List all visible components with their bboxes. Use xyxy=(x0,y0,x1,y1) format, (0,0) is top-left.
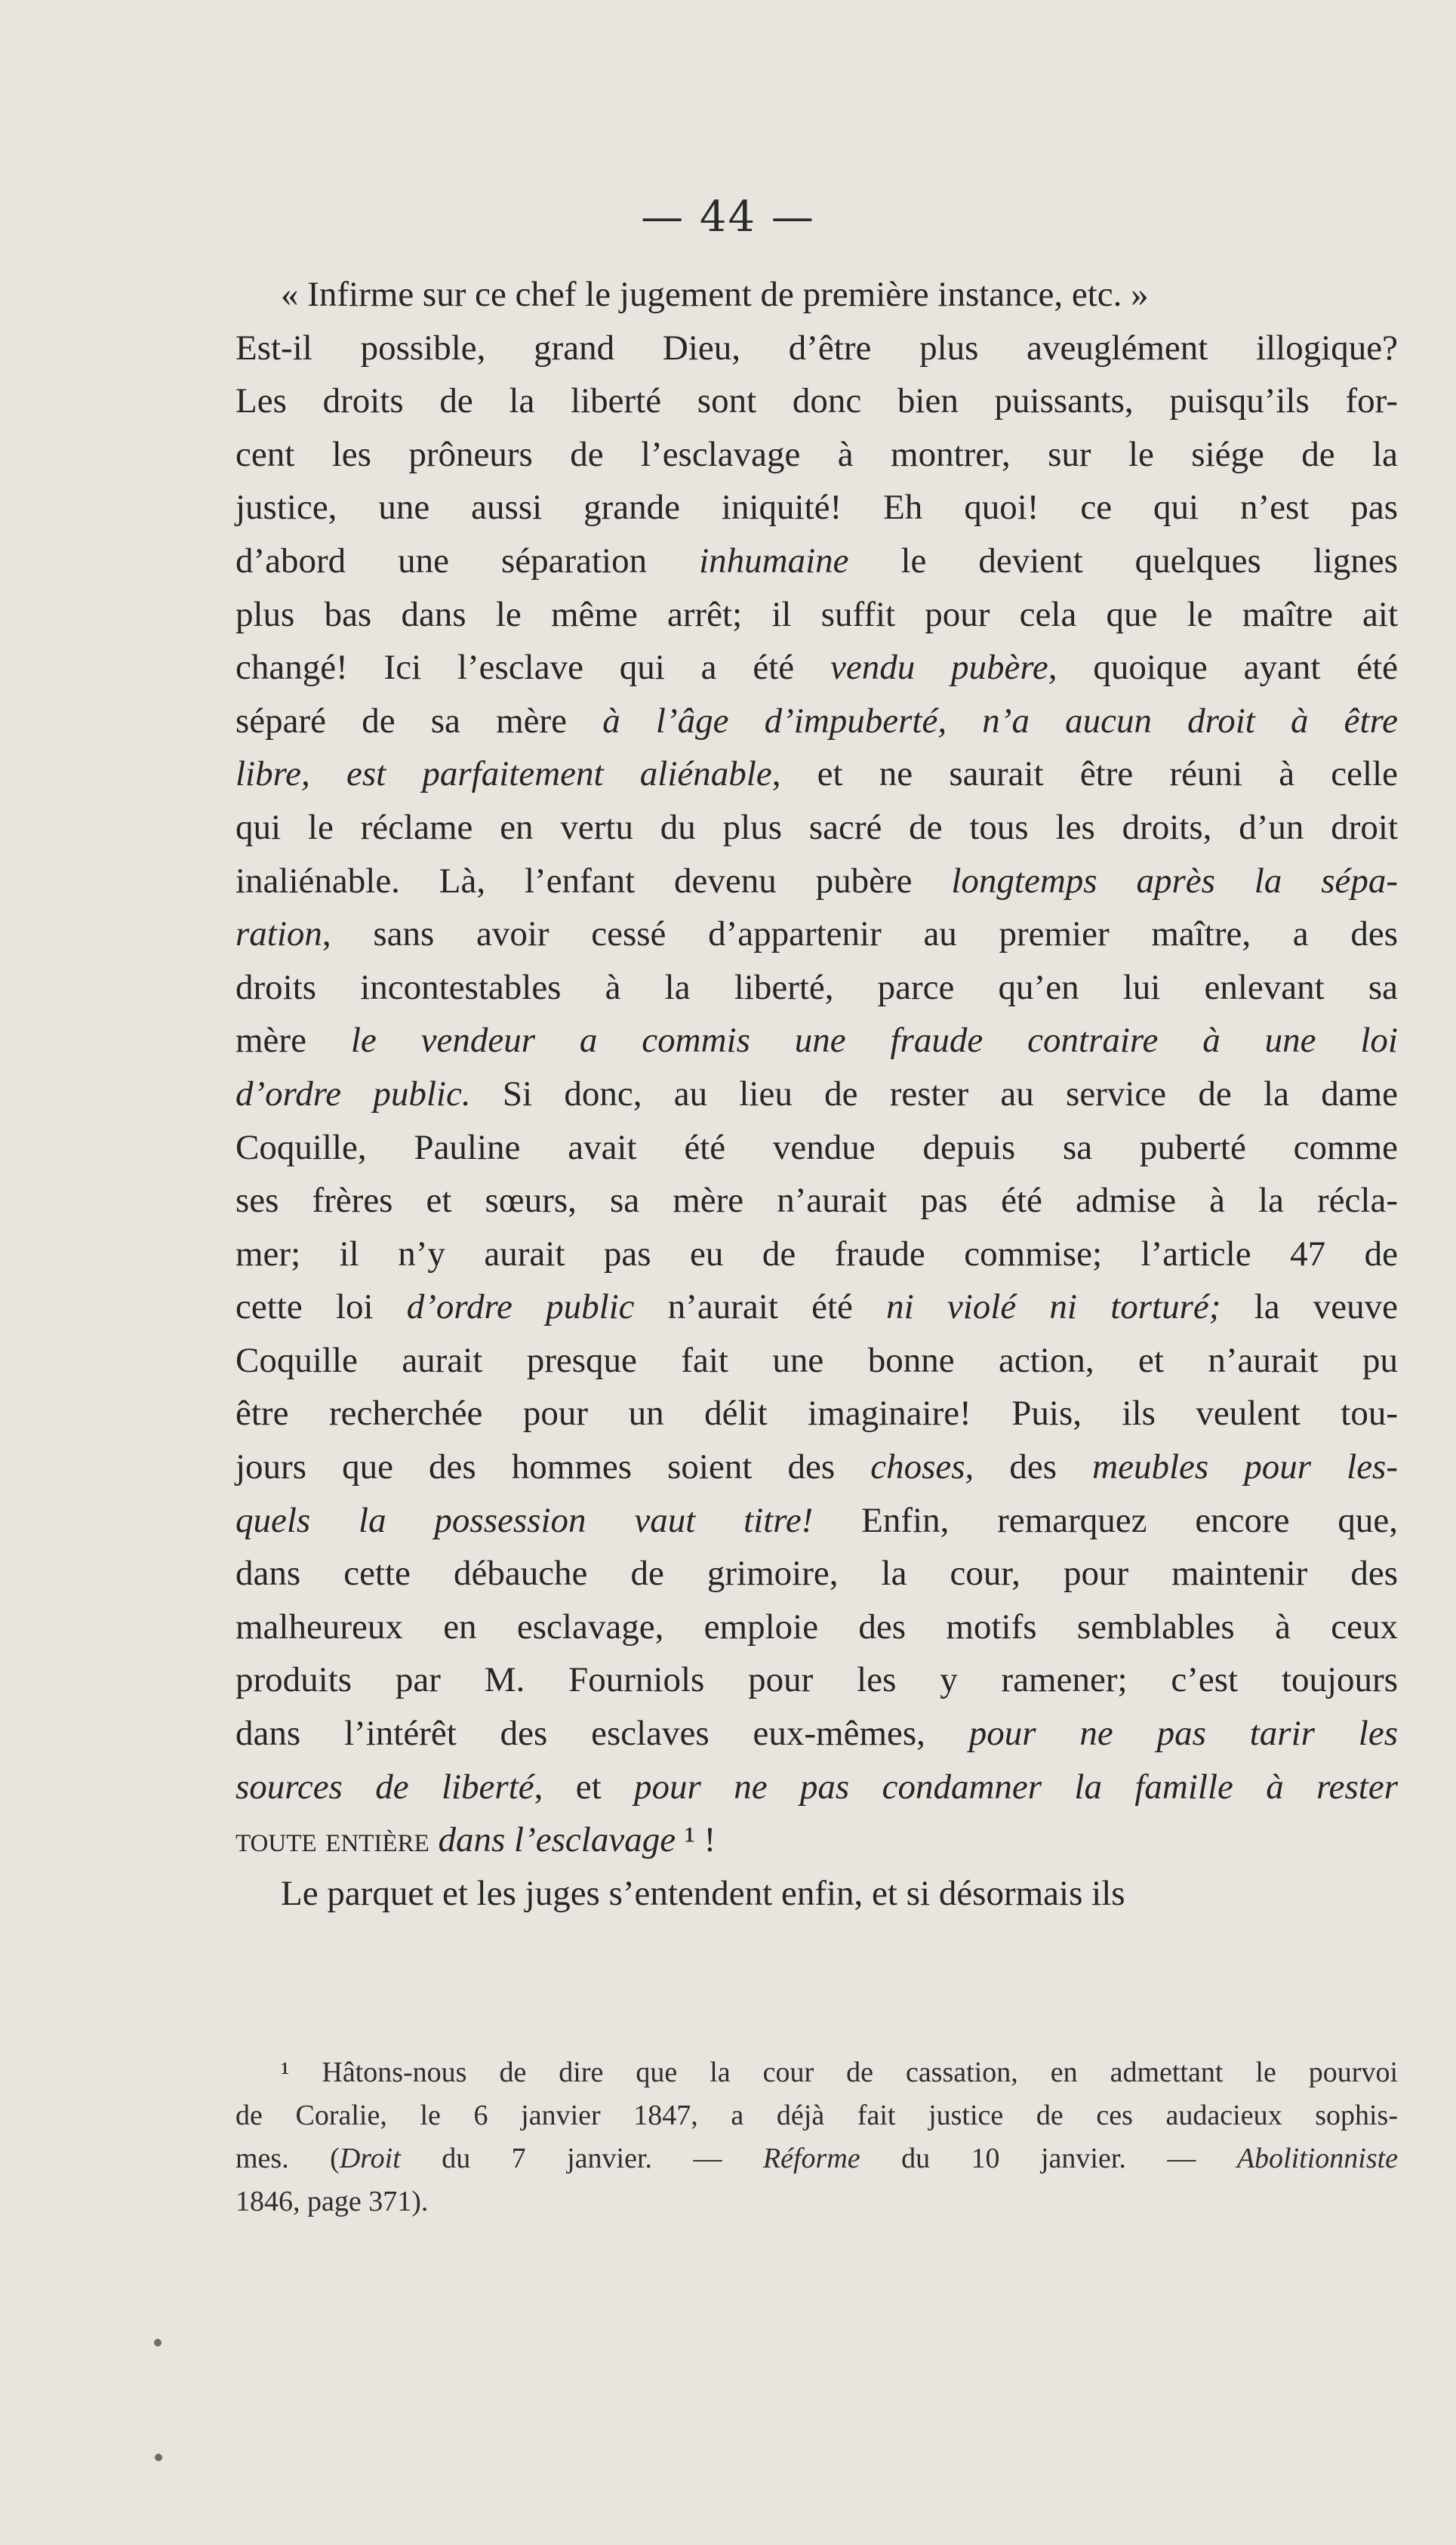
text-line xyxy=(235,1547,1398,1601)
text-run: ses frères et sœurs, sa mère n’aurait pas été admise à la récla- xyxy=(235,1181,1398,1221)
italic-text: longtemps après la sépa- xyxy=(951,861,1398,901)
text-run: le devient quelques lignes xyxy=(848,541,1398,581)
italic-text: Réforme xyxy=(762,2143,860,2174)
italic-text: quels la possession vaut titre! xyxy=(235,1500,814,1540)
text-line xyxy=(235,1813,1398,1867)
text-line xyxy=(235,535,1398,588)
text-run: du 10 janvier. — xyxy=(860,2143,1237,2174)
text-run: la veuve xyxy=(1221,1287,1398,1327)
text-line xyxy=(235,1014,1398,1068)
text-run: Si donc, au lieu de rester au service de la dame xyxy=(470,1074,1398,1114)
text-run: justice, une aussi grande iniquité! Eh quoi! ce qui n’est pas xyxy=(235,488,1398,528)
italic-text: pour ne pas condamner la famille à rester xyxy=(634,1767,1398,1807)
text-run: , et xyxy=(534,1767,635,1807)
text-run: , sans avoir cessé d’appartenir au premier maître, a des xyxy=(322,914,1398,954)
text-line xyxy=(235,1228,1398,1281)
text-run: « Infirme sur ce chef le jugement de première instance, etc. » xyxy=(281,275,1149,314)
italic-text: d’ordre public xyxy=(406,1287,635,1327)
text-run: Est-il possible, grand Dieu, d’être plus aveuglément illogique? xyxy=(235,328,1398,368)
text-run: mes. ( xyxy=(235,2143,340,2174)
text-run: du 7 janvier. — xyxy=(400,2143,763,2174)
text-line xyxy=(235,481,1398,535)
italic-text: Droit xyxy=(339,2143,401,2174)
italic-text: ni violé ni torturé; xyxy=(886,1287,1221,1327)
text-line xyxy=(235,961,1398,1015)
text-line xyxy=(235,588,1398,642)
italic-text: libre, est parfaitement aliénable xyxy=(235,754,772,794)
text-run: Enfin, remarquez encore que, xyxy=(813,1500,1398,1540)
ink-speck xyxy=(155,2454,162,2461)
footnotes xyxy=(235,2051,1398,2223)
text-run: dans cette débauche de grimoire, la cour, pour maintenir des xyxy=(235,1554,1398,1594)
text-line xyxy=(235,1440,1398,1494)
text-run: toute entière xyxy=(235,1820,429,1860)
text-line xyxy=(235,1867,1398,1921)
text-run: Le parquet et les juges s’entendent enfin, et si désormais ils xyxy=(281,1873,1125,1913)
italic-text: à l’âge d’impuberté, n’a aucun droit à être xyxy=(602,701,1399,741)
text-run: qui le réclame en vertu du plus sacré de tous les droits, d’un droit xyxy=(235,807,1398,847)
text-run: , et ne saurait être réuni à celle xyxy=(771,754,1398,794)
italic-text: pour ne pas tarir les xyxy=(968,1714,1398,1754)
text-line xyxy=(235,747,1398,801)
italic-text: ration xyxy=(235,914,322,954)
text-run: d’abord une séparation xyxy=(235,541,700,581)
footnote-line xyxy=(235,2051,1398,2094)
text-line xyxy=(235,1653,1398,1707)
text-run: n’aurait été xyxy=(634,1287,887,1327)
footnote-line xyxy=(235,2137,1398,2180)
text-run: changé! Ici l’esclave qui a été xyxy=(235,648,830,688)
ink-speck xyxy=(154,2339,162,2346)
text-line xyxy=(235,1121,1398,1175)
text-line xyxy=(235,1068,1398,1121)
italic-text: meubles pour les- xyxy=(1092,1447,1399,1487)
text-run: quoique ayant été xyxy=(1057,648,1399,688)
text-line xyxy=(235,641,1398,695)
text-line xyxy=(235,1494,1398,1548)
text-line xyxy=(235,1761,1398,1814)
text-run: malheureux en esclavage, emploie des motifs semblables à ceux xyxy=(235,1607,1398,1647)
text-line xyxy=(235,855,1398,908)
text-run: Coquille, Pauline avait été vendue depuis sa puberté comme xyxy=(235,1127,1398,1167)
text-run: être recherchée pour un délit imaginaire! Puis, ils veulent tou- xyxy=(235,1394,1398,1434)
text-line xyxy=(235,1280,1398,1334)
text-run: de Coralie, le 6 janvier 1847, a déjà fait justice de ces audacieux sophis- xyxy=(235,2100,1398,2131)
text-run: mer; il n’y aurait pas eu de fraude commise; l’article 47 de xyxy=(235,1234,1398,1274)
text-run: inaliénable. Là, l’enfant devenu pubère xyxy=(235,861,952,901)
text-line xyxy=(235,374,1398,428)
italic-text: d’ordre public. xyxy=(235,1074,471,1114)
body-text xyxy=(235,268,1398,1920)
text-line xyxy=(235,695,1398,748)
text-run: 1846, page 371). xyxy=(235,2186,429,2217)
footnote-line xyxy=(235,2094,1398,2137)
text-run: plus bas dans le même arrêt; il suffit pour cela que le maître ait xyxy=(235,594,1398,634)
text-run xyxy=(429,1820,439,1859)
text-run: dans l’intérêt des esclaves eux-mêmes, xyxy=(235,1714,969,1754)
text-run: cent les prôneurs de l’esclavage à montrer, sur le siége de la xyxy=(235,434,1398,474)
text-run: séparé de sa mère xyxy=(235,701,603,741)
text-run: Les droits de la liberté sont donc bien puissants, puisqu’ils for- xyxy=(235,381,1398,421)
text-run: produits par M. Fourniols pour les y ramener; c’est toujours xyxy=(235,1660,1398,1700)
text-line xyxy=(235,1387,1398,1440)
text-line xyxy=(235,907,1398,961)
text-line xyxy=(235,268,1398,322)
italic-text: sources de liberté xyxy=(235,1767,534,1807)
text-line xyxy=(235,801,1398,855)
text-run: des xyxy=(974,1447,1093,1487)
text-run: mère xyxy=(235,1021,351,1061)
text-run: Coquille aurait presque fait une bonne action, et n’aurait pu xyxy=(235,1340,1398,1380)
italic-text: Abolitionniste xyxy=(1236,2143,1399,2174)
text-line xyxy=(235,1174,1398,1228)
footnote-line xyxy=(235,2180,1398,2223)
italic-text: le vendeur a commis une fraude contraire à une loi xyxy=(350,1021,1398,1061)
text-run: cette loi xyxy=(235,1287,407,1327)
text-line xyxy=(235,1707,1398,1761)
italic-text: inhumaine xyxy=(699,541,849,581)
text-line xyxy=(235,1601,1398,1654)
text-run: ¹ Hâtons-nous de dire que la cour de cassation, en admettant le pourvoi xyxy=(281,2057,1398,2088)
text-line xyxy=(235,428,1398,482)
text-line xyxy=(235,1334,1398,1388)
italic-text: dans l’esclavage xyxy=(438,1820,676,1860)
italic-text: vendu pubère, xyxy=(830,648,1057,688)
page-number: — 44 — xyxy=(641,193,815,242)
text-run: droits incontestables à la liberté, parce qu’en lui enlevant sa xyxy=(235,967,1398,1007)
text-run: jours que des hommes soient des xyxy=(235,1447,871,1487)
italic-text: choses, xyxy=(870,1447,974,1487)
text-line xyxy=(235,322,1398,375)
text-run: ¹ ! xyxy=(676,1820,716,1860)
